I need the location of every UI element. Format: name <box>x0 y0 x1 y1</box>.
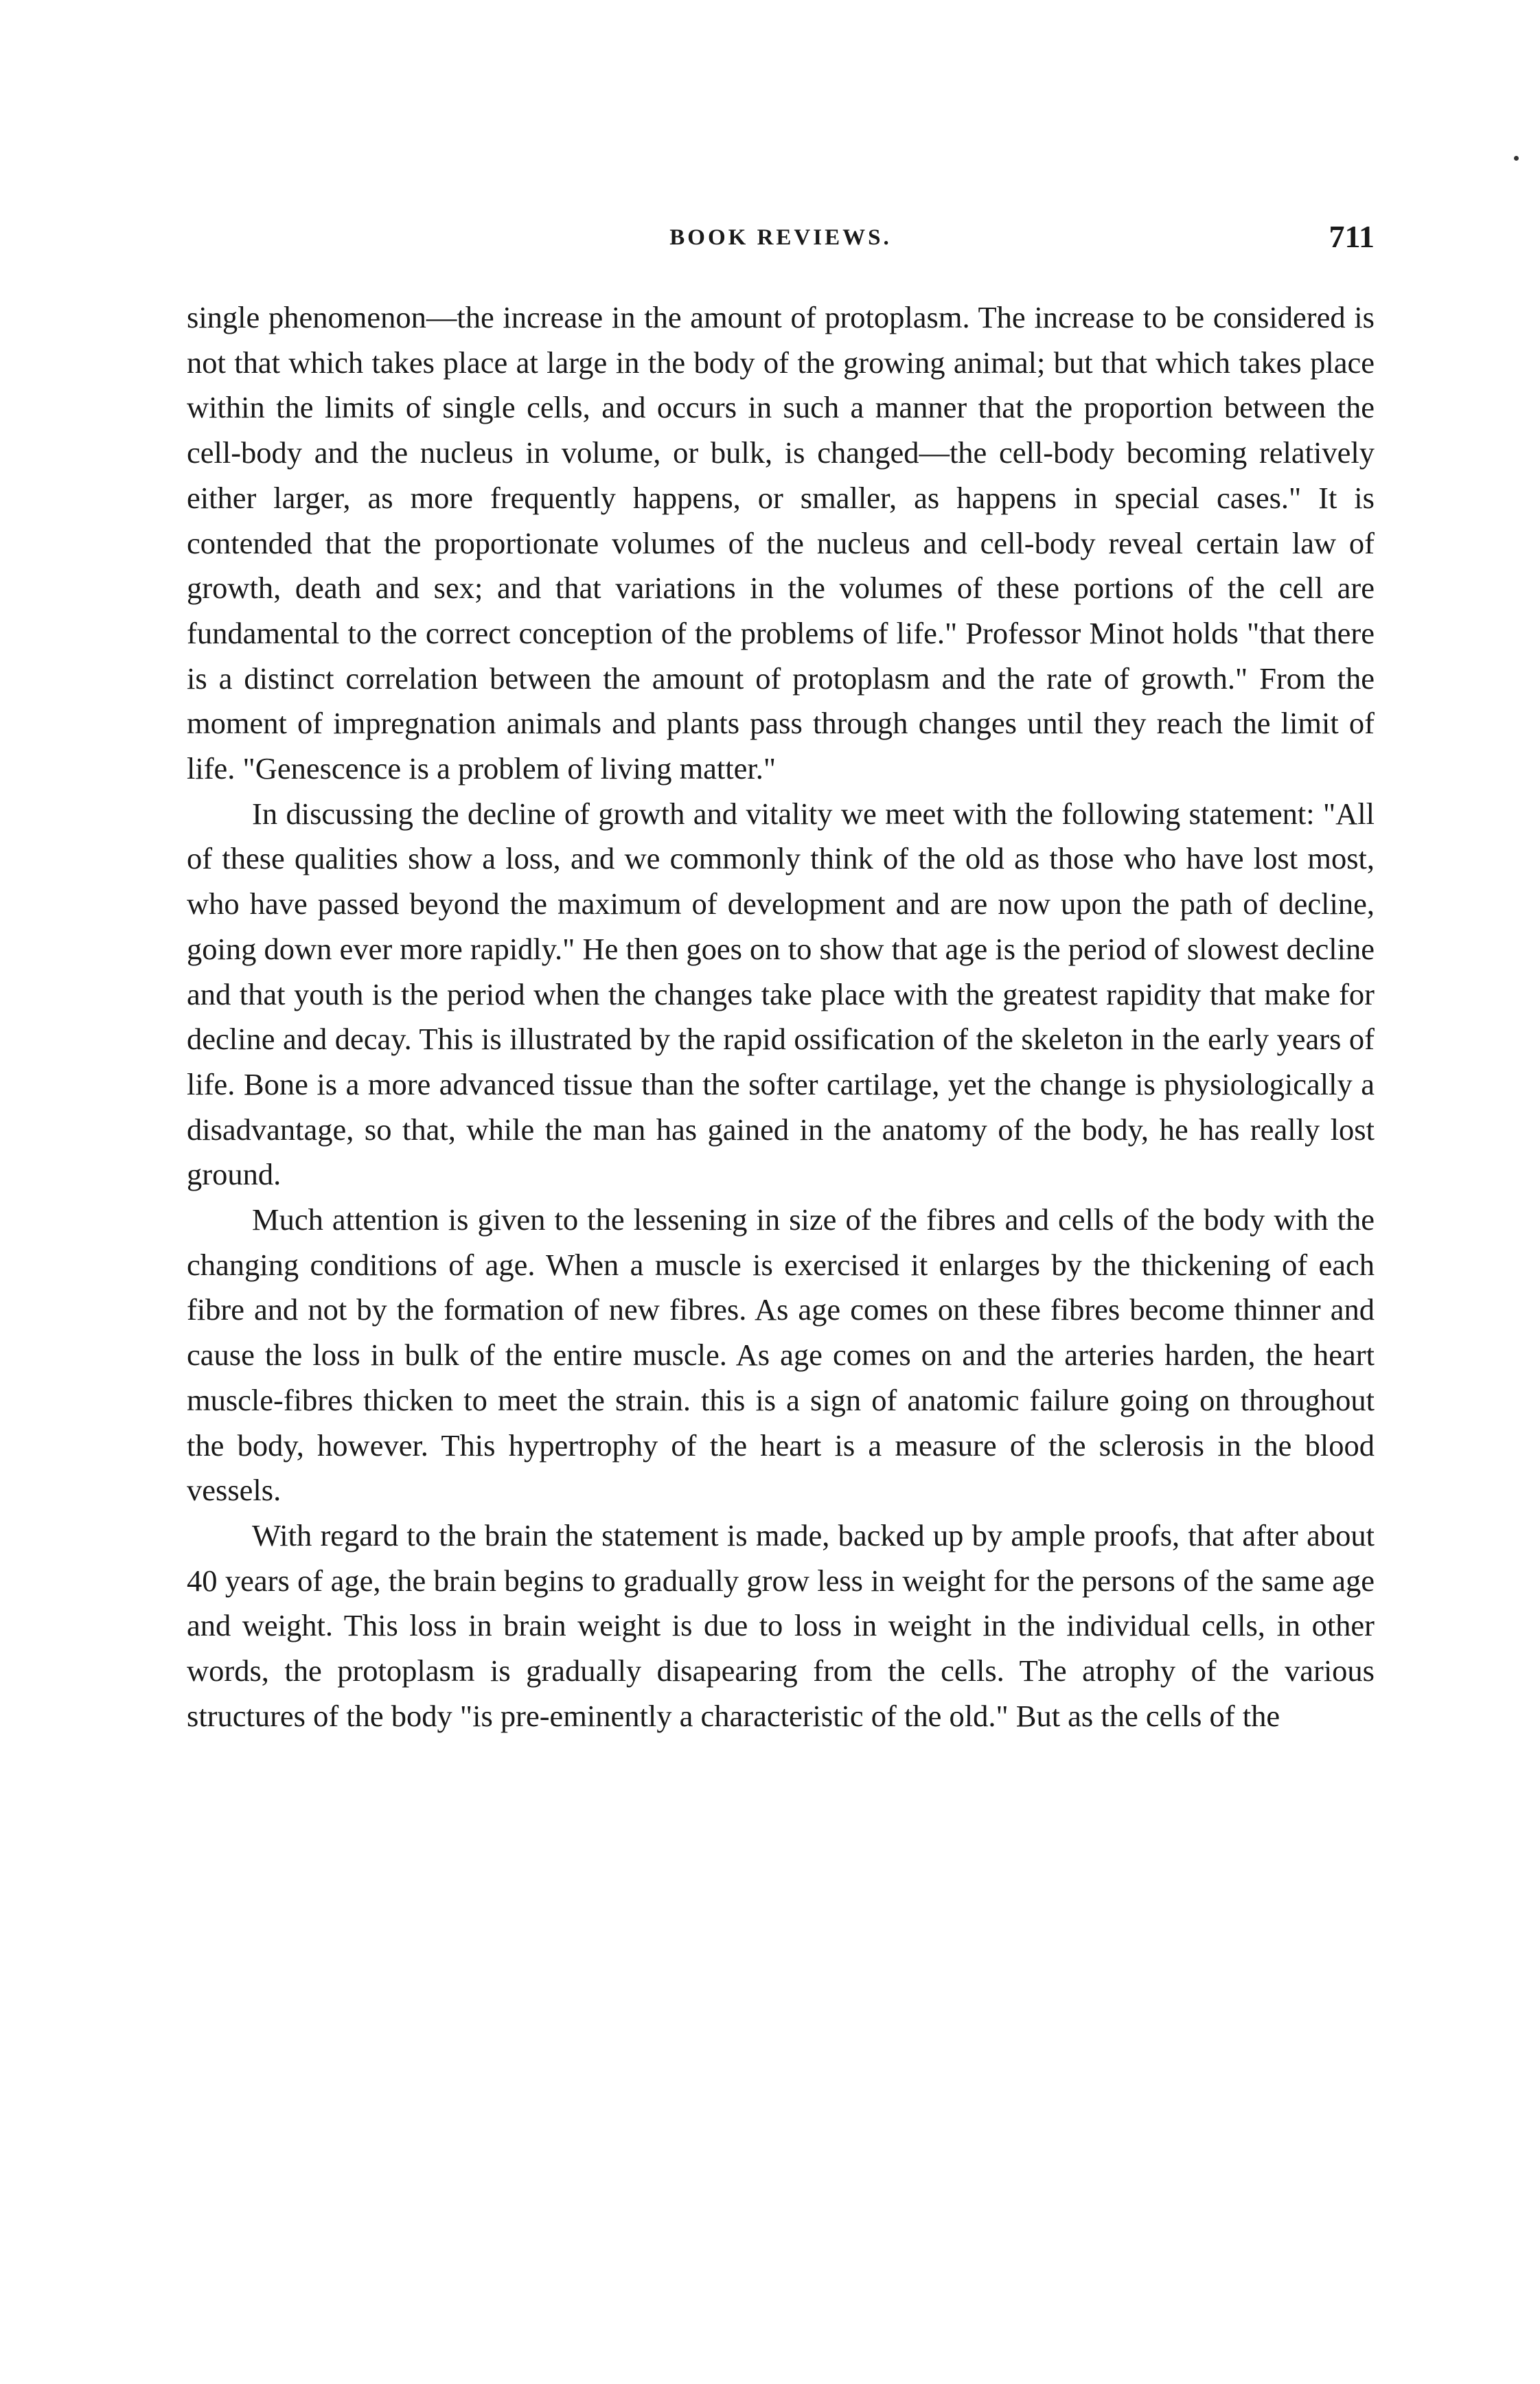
running-header <box>187 218 1375 260</box>
book-page <box>187 0 1375 2384</box>
page-number: 711 <box>1329 219 1375 254</box>
paragraph-4: With regard to the brain the statement is made, backed up by ample proofs, that after about 40 years of age, the brain begins to gradually grow less in weight for the persons of the same age and weight. This loss in brain weight is due to loss in weight in the individual cells, in other words, the protoplasm is gradually disapearing from the cells. The atrophy of the various structures of the body "is pre-eminently a characteristic of the old." But as the cells of the <box>187 1517 1375 1733</box>
paragraph-3: Much attention is given to the lessening in size of the fibres and cells of the body with the changing conditions of age. When a muscle is exercised it enlarges by the thickening of each fibre and not by the formation of new fibres. As age comes on these fibres become thinner and cause the loss in bulk of the entire muscle. As age comes on and the arteries harden, the heart muscle-fibres thicken to meet the strain. this is a sign of anatomic failure going on throughout the body, however. This hypertrophy of the heart is a measure of the sclerosis in the blood vessels. <box>187 1202 1375 1508</box>
stray-ink-dot <box>1514 156 1519 161</box>
paragraph-2: In discussing the decline of growth and vitality we meet with the following statement: "All of these qualities show a loss, and we commonly think of the old as those who have lost most, who have passed beyond the maximum of development and are now upon the path of decline, going down ever more rapidly." He then goes on to show that age is the period of slowest decline and that youth is the period when the changes take place with the greatest rapidity that make for decline and decay. This is illustrated by the rapid ossification of the skeleton in the early years of life. Bone is a more advanced tissue than the softer cartilage, yet the change is physiologically a disadvantage, so that, while the man has gained in the anatomy of the body, he has really lost ground. <box>187 796 1375 1192</box>
body-text <box>187 295 1375 1739</box>
paragraph-1: single phenomenon—the increase in the amount of protoplasm. The increase to be considered is not that which takes place at large in the body of the growing animal; but that which takes place within the limits of single cells, and occurs in such a manner that the proportion between the cell-body and the nucleus in volume, or bulk, is changed—the cell-body becoming relatively either larger, as more frequently happens, or smaller, as happens in special cases." It is contended that the proportionate volumes of the nucleus and cell-body reveal certain law of growth, death and sex; and that variations in the volumes of these portions of the cell are fundamental to the correct conception of the problems of life." Professor Minot holds "that there is a distinct correlation between the amount of protoplasm and the rate of growth." From the moment of impregnation animals and plants pass through changes until they reach the limit of life. "Genescence is a problem of living matter." <box>187 300 1375 786</box>
header-title: BOOK REVIEWS. <box>669 225 892 250</box>
